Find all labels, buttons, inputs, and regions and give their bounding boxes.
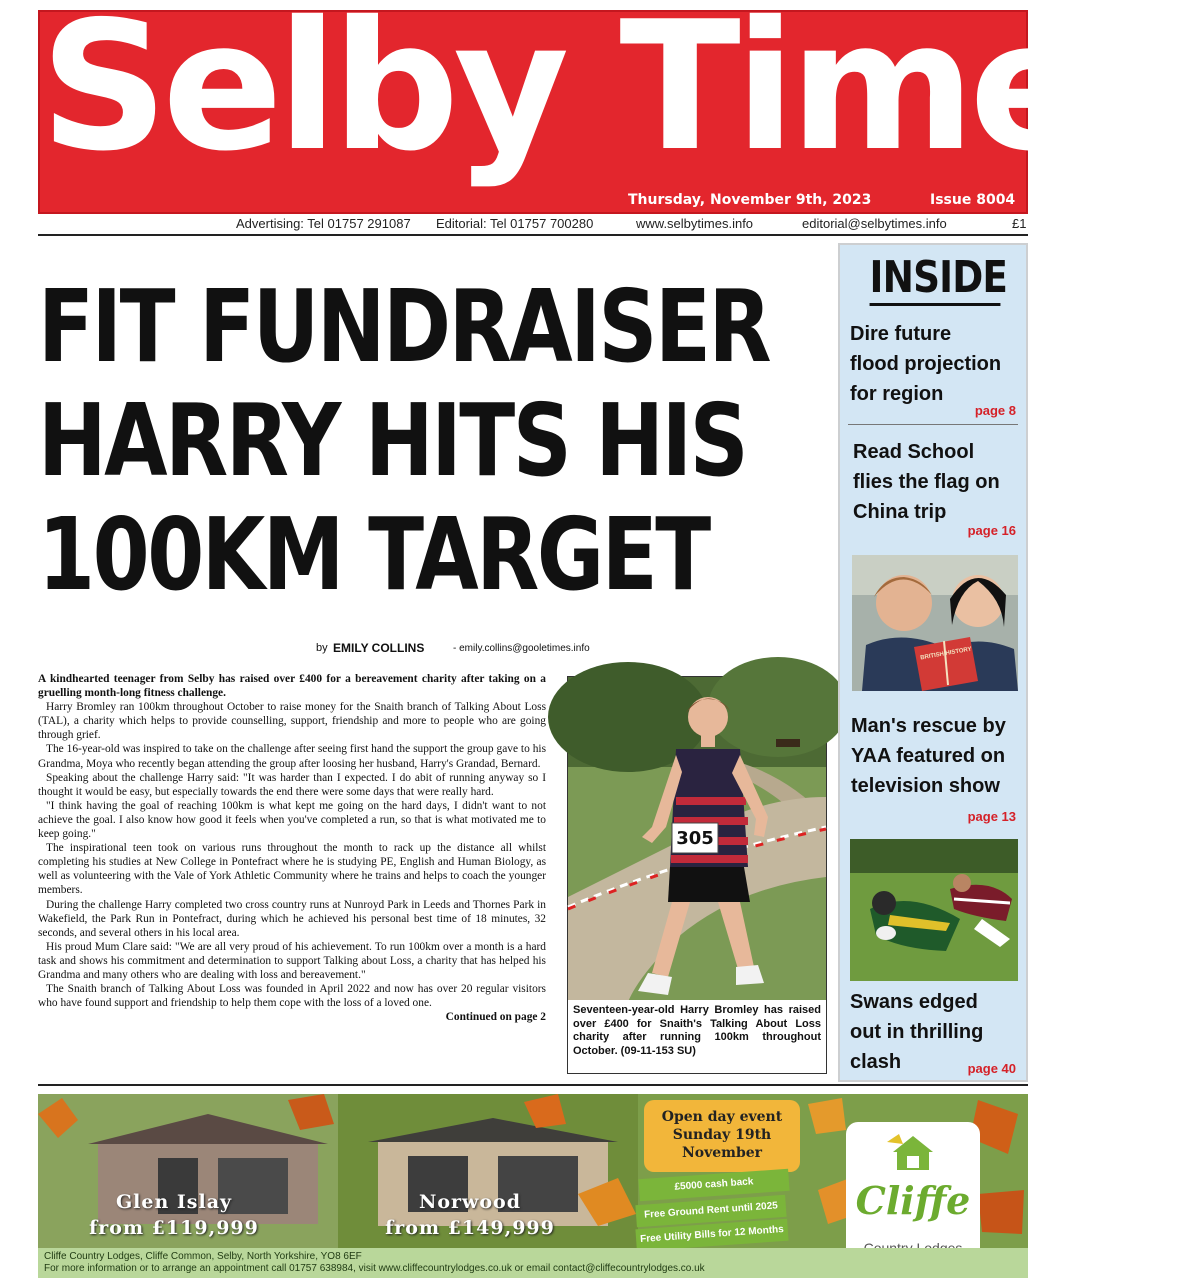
open-day-line: November [681,1145,763,1161]
author-name: EMILY COLLINS [333,641,425,655]
cliffe-lodges-advert[interactable] [38,1094,1028,1278]
inside-item-line: Man's rescue by [851,715,1006,737]
headline-line-2: HARRY HITS HIS [38,382,747,499]
article-paragraph: The 16-year-old was inspired to take on the challenge after seeing first hand the support the group gave to his Grandma, Moya who recently began attending the group after loosing her husband, Harry's Grandad, Bernard. [38,743,546,770]
masthead-title: Selby Times [40,0,1184,190]
inside-divider [848,424,1018,425]
inside-item-line: clash [850,1051,902,1073]
website-link[interactable]: www.selbytimes.info [636,216,754,231]
headline-line-1: FIT FUNDRAISER [38,268,770,385]
inside-page-ref-swans[interactable]: page 40 [967,1061,1016,1076]
editorial-email-link[interactable]: editorial@selbytimes.info [802,216,947,231]
inside-item-line: YAA featured on [851,745,1006,767]
open-day-badge [644,1100,800,1172]
advert-contact[interactable]: For more information or to arrange an appointment call 01757 638984, visit www.cliffecountrylodges.co.uk or email contact@cliffecountrylodges.co.uk [44,1263,705,1274]
lodge-2-price: from £149,999 [385,1217,555,1239]
editorial-phone: Editorial: Tel 01757 700280 [436,216,594,231]
lodge-house-icon [883,1130,943,1174]
inside-item-line: flood projection [850,353,1002,375]
offer-cash-back: £5000 cash back [638,1169,789,1201]
offer-free-ground-rent: Free Ground Rent until 2025 [635,1195,786,1227]
advertising-phone: Advertising: Tel 01757 291087 [236,216,411,231]
lodge-1-price: from £119,999 [89,1217,259,1239]
rugby-players-illustration [850,839,1018,981]
article-lede: A kindhearted teenager from Selby has raised over £400 for a bereavement charity after taking on a gruelling month-long fitness challenge. [38,673,546,700]
continued-link[interactable]: Continued on page 2 [445,1011,546,1024]
advert-address: Cliffe Country Lodges, Cliffe Common, Selby, North Yorkshire, YO8 6EF [44,1251,362,1262]
inside-item-line: television show [851,775,1000,797]
article-paragraph: "I think having the goal of reaching 100km is what kept me going on the hard days, I didn't want to not achieve the goal. I also know how good it feels when you've completed a run, so that is what motivated me to keep going." [38,799,546,841]
inside-item-china-trip[interactable] [853,437,1023,527]
inside-item-line: China trip [853,501,947,523]
article-body [38,672,546,1024]
masthead [38,0,1184,214]
lodge-1-name: Glen Islay [115,1191,233,1213]
inside-item-line: out in thrilling [850,1021,984,1043]
inside-item-line: Read School [853,441,975,463]
photo-caption: Seventeen-year-old Harry Bromley has raised over £400 for Snaith's Talking About Loss charity after running 100km throughout October. (09-11-153 SU) [568,1000,826,1073]
inside-item-yaa-rescue[interactable] [851,711,1027,801]
inside-item-line: for region [850,383,944,405]
main-headline [38,268,770,613]
bib-number: 305 [676,828,714,849]
byline-author [333,641,424,655]
byline-prefix: by [316,642,328,654]
ad-divider [38,1084,1028,1086]
inside-title: INSIDE [870,253,1001,306]
reading-students-illustration [852,555,1018,691]
article-paragraph: The inspirational teen took on various runs throughout the month to rack up the distance all whilst completing his studies at New College in Pontefract where he is studying PE, English and Human Biology, as well as volunteering with the Vale of York Athletic Community where he trains and helps to coach the younger members. [38,842,546,897]
issue-number: Issue 8004 [930,192,1016,208]
rugby-photo [850,839,1018,981]
article-paragraph: Harry Bromley ran 100km throughout October to raise money for the Snaith branch of Talking About Loss (TAL), a charity which helps to provide counselling, support, friendship and more to people who are going through grief. [38,701,546,742]
cliffe-logo[interactable] [846,1122,980,1268]
open-day-line: Open day event [661,1109,783,1125]
cliffe-logo-name: Cliffe [855,1178,971,1223]
inside-page-ref-yaa-rescue[interactable]: page 13 [967,809,1016,824]
article-paragraph: The Snaith branch of Talking About Loss was founded in April 2022 and now has over 20 regular visitors who have found support and friendship to help them cope with the loss of a loved one. [38,983,546,1010]
headline-line-3: 100KM TARGET [38,496,709,613]
cover-price: £1 [1012,216,1027,231]
inside-page-ref-china-trip[interactable]: page 16 [967,523,1016,538]
contact-bar [38,214,1028,236]
inside-item-line: flies the flag on [853,471,1000,493]
author-email[interactable]: - emily.collins@gooletimes.info [453,643,590,654]
inside-page-ref-flood[interactable]: page 8 [974,403,1016,418]
advert-footer [38,1248,1028,1278]
lodge-2-name: Norwood [418,1191,522,1213]
article-paragraph: During the challenge Harry completed two cross country runs at Nunroyd Park in Leeds and Thornes Park in Wakefield, the Park Run in Pontefract, during which he achieved his personal best time of 18 minutes, 32 seconds, and several others in his local area. [38,898,546,939]
offer-free-utility-bills: Free Utility Bills for 12 Months [635,1219,788,1252]
article-paragraph: His proud Mum Clare said: "We are all very proud of his achievement. To run 100km over a month is a hard task and shows his commitment and determination to support Talking about Loss, a charity that has helped his Grandma and many others who are dealing with loss and bereavement." [38,940,546,981]
inside-item-line: Swans edged [850,991,978,1013]
runner-photo [567,676,827,1074]
article-paragraph: Speaking about the challenge Harry said: "It was harder than I expected. I do abit of running anyway so I thought it would be easy, but especially towards the end there were some days that were really hard. [38,771,546,798]
book-title: BRITISH HISTORY [919,646,973,662]
inside-panel [838,243,1028,1082]
inside-item-flood[interactable] [850,319,1020,409]
school-photo [852,555,1018,691]
open-day-line: Sunday 19th [672,1127,772,1143]
inside-item-line: Dire future [850,323,952,345]
issue-date: Thursday, November 9th, 2023 [628,192,872,208]
